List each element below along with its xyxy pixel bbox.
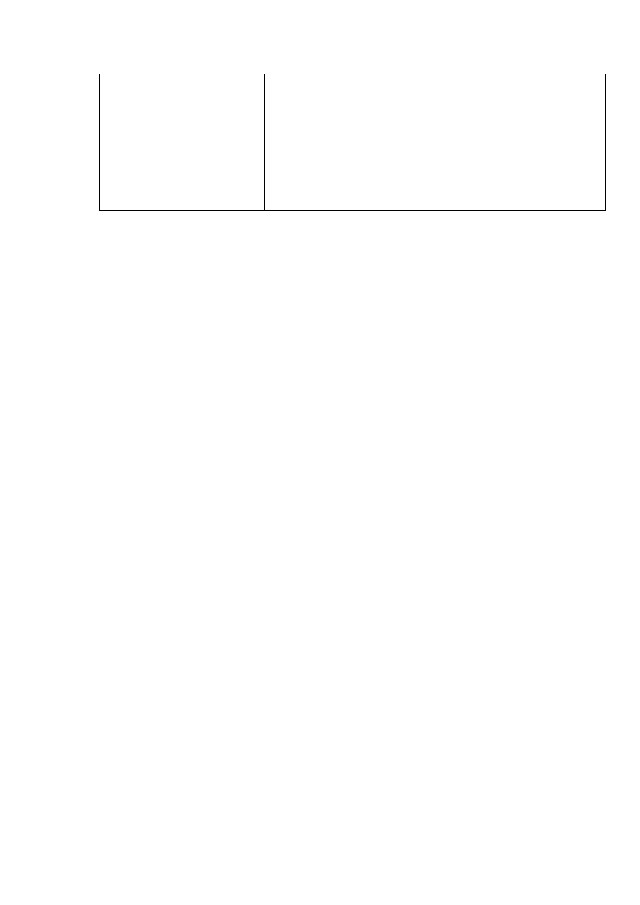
paragraph-section2-heading [140,364,622,383]
paragraph-section1-heading [140,213,622,232]
paragraph [140,478,622,497]
paragraph [140,535,622,554]
funding-table-fragment [99,74,606,211]
column-divider [264,74,265,210]
paragraph [140,573,622,592]
paragraph [140,649,622,668]
paragraph [140,687,622,706]
paragraph [140,611,622,630]
